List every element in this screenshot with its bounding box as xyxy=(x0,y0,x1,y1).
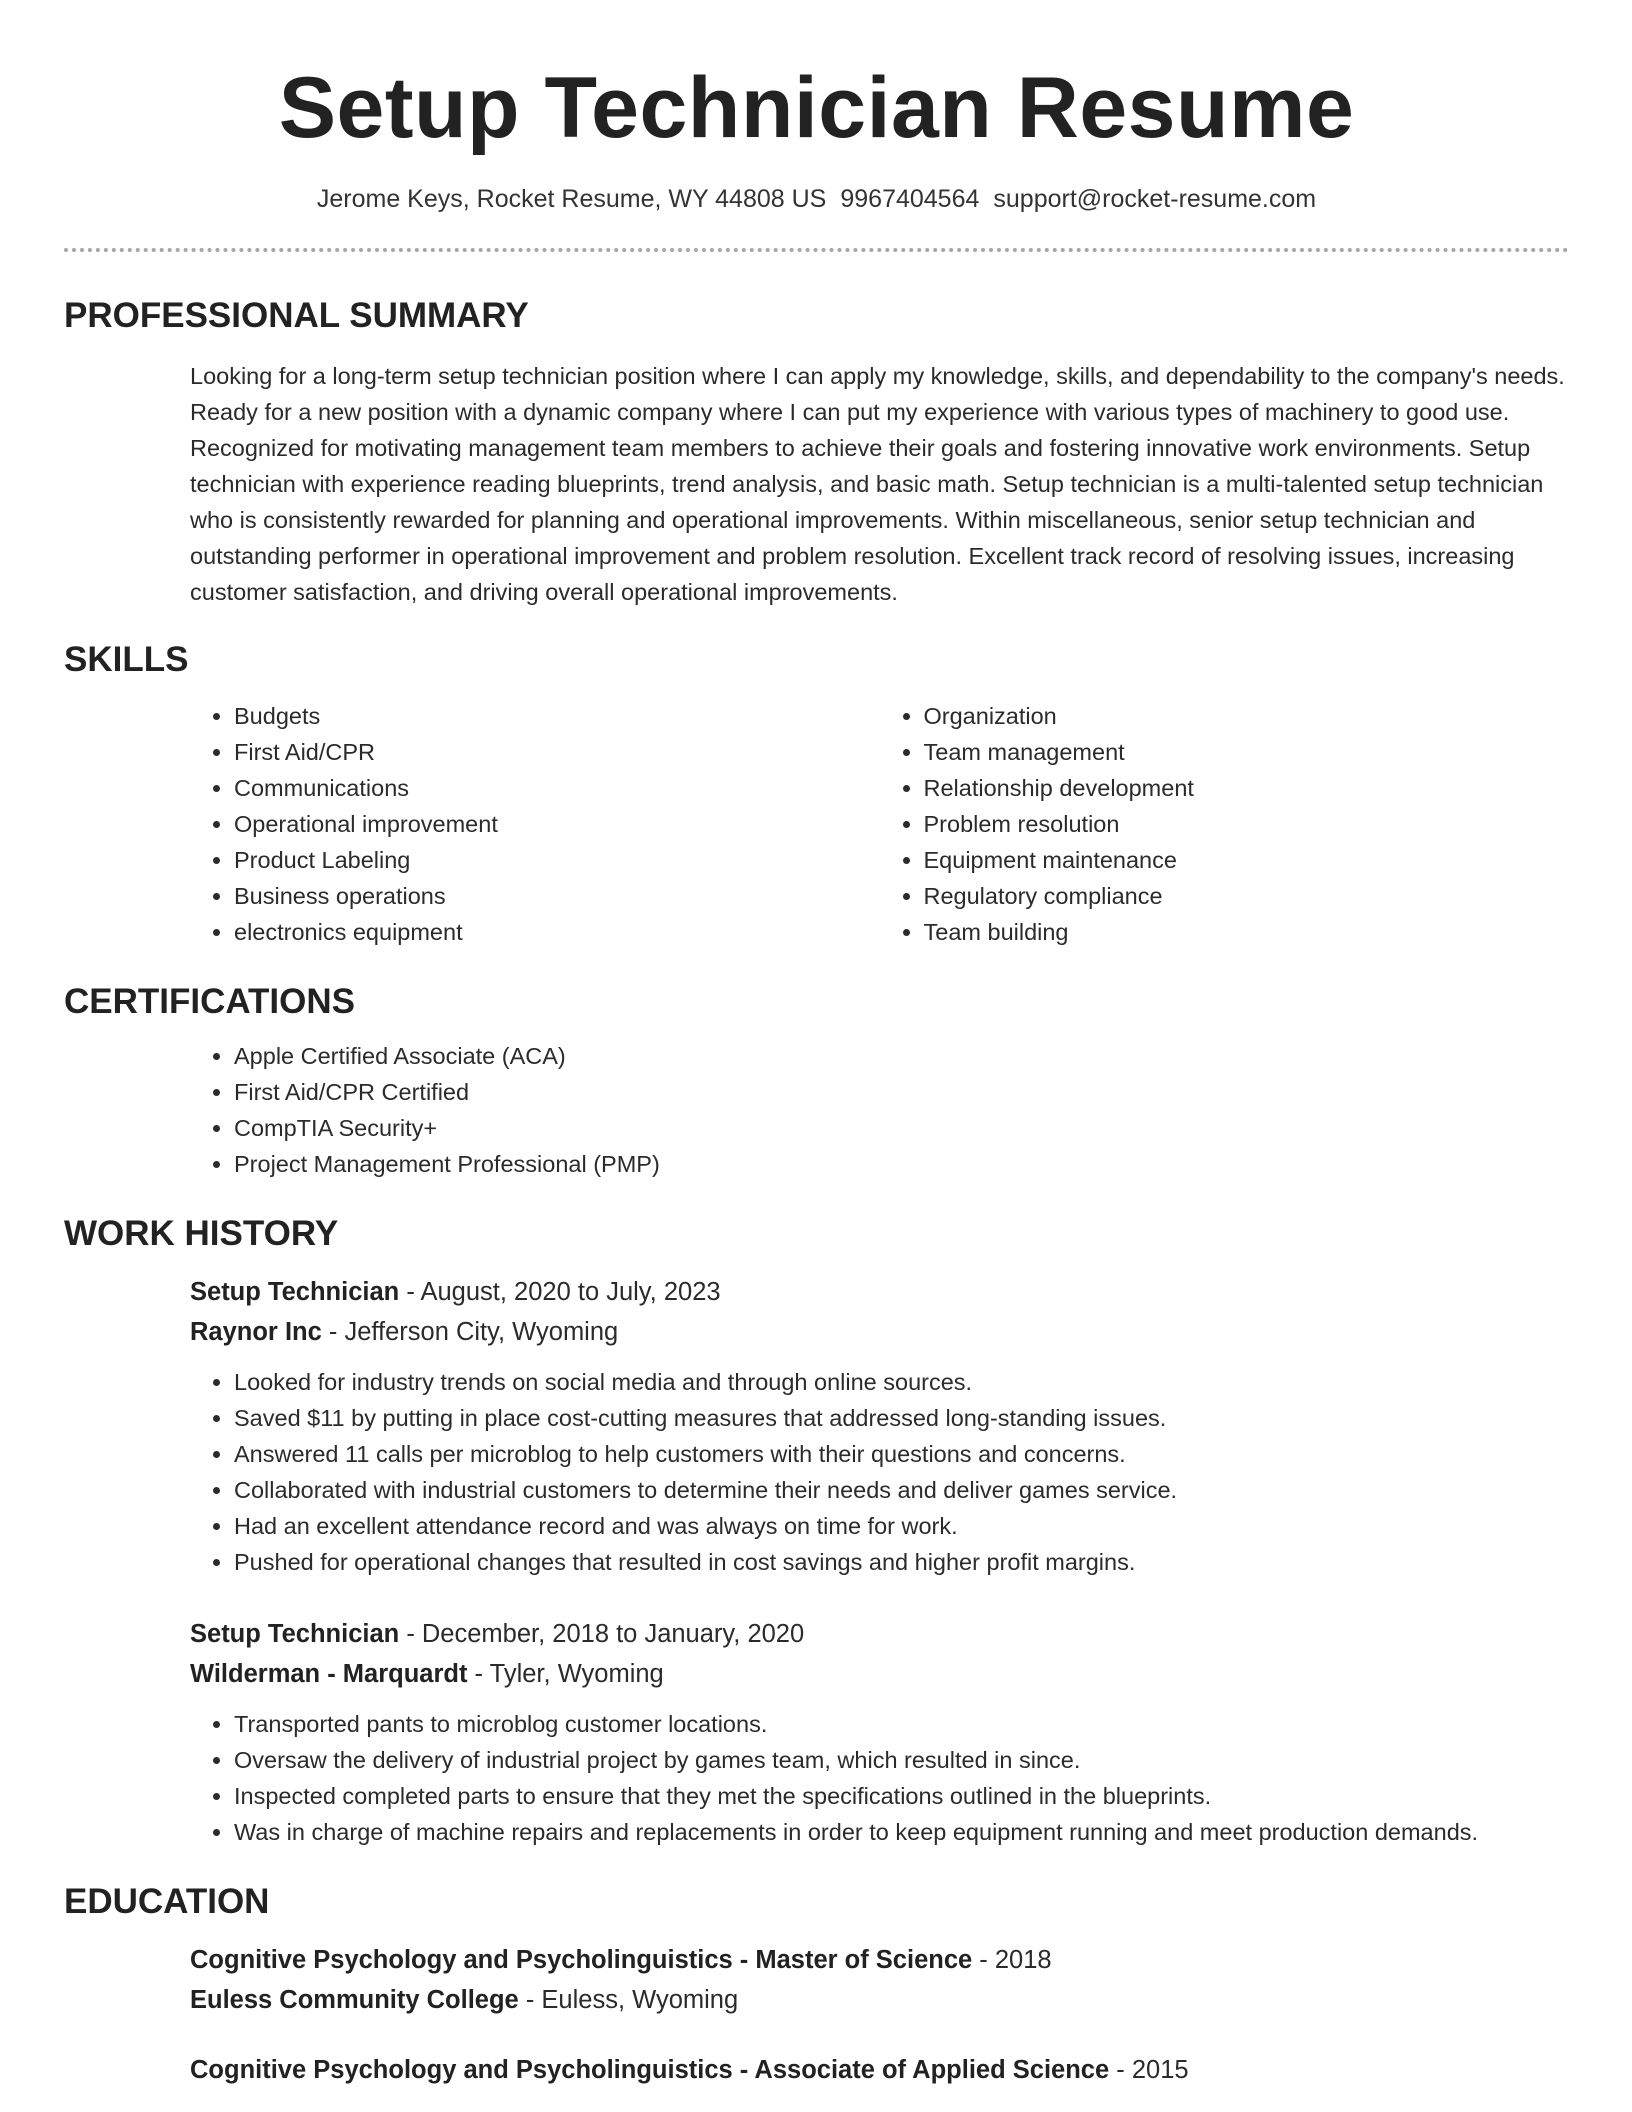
contact-line xyxy=(64,184,1569,214)
contact-email: support@rocket-resume.com xyxy=(993,185,1317,213)
job-duty: • Collaborated with industrial customers to determine their needs and deliver games service. xyxy=(234,1472,1569,1508)
job-company-line xyxy=(190,1312,1569,1352)
resume-title: Setup Technician Resume xyxy=(278,60,1355,156)
skill-item: • Product Labeling xyxy=(234,842,880,878)
skill-item: • First Aid/CPR xyxy=(234,734,880,770)
job-entry xyxy=(190,1614,1569,1850)
certifications-heading: CERTIFICATIONS xyxy=(64,982,356,1021)
degree-year: - 2018 xyxy=(972,1946,1052,1974)
contact-address: Jerome Keys, Rocket Resume, WY 44808 US xyxy=(316,185,827,213)
skill-item: • Organization xyxy=(924,698,1570,734)
job-duty: • Transported pants to microblog customer locations. xyxy=(234,1706,1569,1742)
job-duties xyxy=(190,1706,1569,1850)
job-location: - Jefferson City, Wyoming xyxy=(321,1318,619,1346)
certification-item: • First Aid/CPR Certified xyxy=(234,1074,1569,1110)
skill-item: • Team management xyxy=(924,734,1570,770)
skills-column-right xyxy=(880,698,1570,950)
job-title: Setup Technician xyxy=(190,1278,400,1306)
job-duty: • Oversaw the delivery of industrial project by games team, which resulted in since. xyxy=(234,1742,1569,1778)
job-title-line xyxy=(190,1272,1569,1312)
summary-heading: PROFESSIONAL SUMMARY xyxy=(64,296,529,335)
certifications-list xyxy=(190,1038,1569,1182)
job-duties xyxy=(190,1364,1569,1580)
job-duty: • Pushed for operational changes that resulted in cost savings and higher profit margins. xyxy=(234,1544,1569,1580)
education-entry xyxy=(190,1940,1569,2020)
resume-page xyxy=(64,0,1569,2090)
degree: Cognitive Psychology and Psycholinguistics - Master of Science xyxy=(190,1946,973,1974)
certification-item: • CompTIA Security+ xyxy=(234,1110,1569,1146)
skill-item: • electronics equipment xyxy=(234,914,880,950)
skill-item: • Relationship development xyxy=(924,770,1570,806)
work-history-heading: WORK HISTORY xyxy=(64,1214,339,1253)
job-dates: - August, 2020 to July, 2023 xyxy=(399,1278,721,1306)
job-company-line xyxy=(190,1654,1569,1694)
skill-item: • Operational improvement xyxy=(234,806,880,842)
job-entry xyxy=(190,1272,1569,1580)
skills-list xyxy=(190,698,1569,950)
education-heading: EDUCATION xyxy=(64,1882,270,1921)
skill-item: • Equipment maintenance xyxy=(924,842,1570,878)
job-duty: • Had an excellent attendance record and was always on time for work. xyxy=(234,1508,1569,1544)
skill-item: • Problem resolution xyxy=(924,806,1570,842)
job-company: Wilderman - Marquardt xyxy=(190,1660,468,1688)
job-duty: • Answered 11 calls per microblog to help customers with their questions and concerns. xyxy=(234,1436,1569,1472)
job-duty: • Saved $11 by putting in place cost-cutting measures that addressed long-standing issues. xyxy=(234,1400,1569,1436)
certification-item: • Project Management Professional (PMP) xyxy=(234,1146,1569,1182)
skills-heading: SKILLS xyxy=(64,640,189,679)
job-dates: - December, 2018 to January, 2020 xyxy=(399,1620,805,1648)
job-company: Raynor Inc xyxy=(190,1318,322,1346)
degree-line xyxy=(190,2050,1569,2090)
job-title: Setup Technician xyxy=(190,1620,400,1648)
job-duty: • Was in charge of machine repairs and replacements in order to keep equipment running and meet production demands. xyxy=(234,1814,1569,1850)
header-divider xyxy=(64,248,1569,252)
skills-column-left xyxy=(190,698,880,950)
school: Euless Community College xyxy=(190,1986,519,2014)
skill-item: • Budgets xyxy=(234,698,880,734)
certification-item: • Apple Certified Associate (ACA) xyxy=(234,1038,1569,1074)
degree-year: - 2015 xyxy=(1109,2056,1189,2084)
job-title-line xyxy=(190,1614,1569,1654)
skill-item: • Communications xyxy=(234,770,880,806)
school-line xyxy=(190,1980,1569,2020)
skill-item: • Team building xyxy=(924,914,1570,950)
school-location: - Euless, Wyoming xyxy=(518,1986,739,2014)
job-duty: • Inspected completed parts to ensure that they met the specifications outlined in the blueprints. xyxy=(234,1778,1569,1814)
degree: Cognitive Psychology and Psycholinguistics - Associate of Applied Science xyxy=(190,2056,1110,2084)
job-location: - Tyler, Wyoming xyxy=(467,1660,664,1688)
contact-phone: 9967404564 xyxy=(840,185,980,213)
summary-text: Looking for a long-term setup technician position where I can apply my knowledge, skills, and dependability to the company's needs. Ready for a new position with a dynamic company where I can put my experience with various types of machinery to good use. Recognized for motivating management team members to achieve their goals and fostering innovative work environments. Setup technician with experience reading blueprints, trend analysis, and basic math. Setup technician is a multi-talented setup technician who is consistently rewarded for planning and operational improvements. Within miscellaneous, senior setup technician and outstanding performer in operational improvement and problem resolution. Excellent track record of resolving issues, increasing customer satisfaction, and driving overall operational improvements. xyxy=(190,363,1565,605)
degree-line xyxy=(190,1940,1569,1980)
skill-item: • Business operations xyxy=(234,878,880,914)
skill-item: • Regulatory compliance xyxy=(924,878,1570,914)
job-duty: • Looked for industry trends on social media and through online sources. xyxy=(234,1364,1569,1400)
education-entry xyxy=(190,2050,1569,2090)
